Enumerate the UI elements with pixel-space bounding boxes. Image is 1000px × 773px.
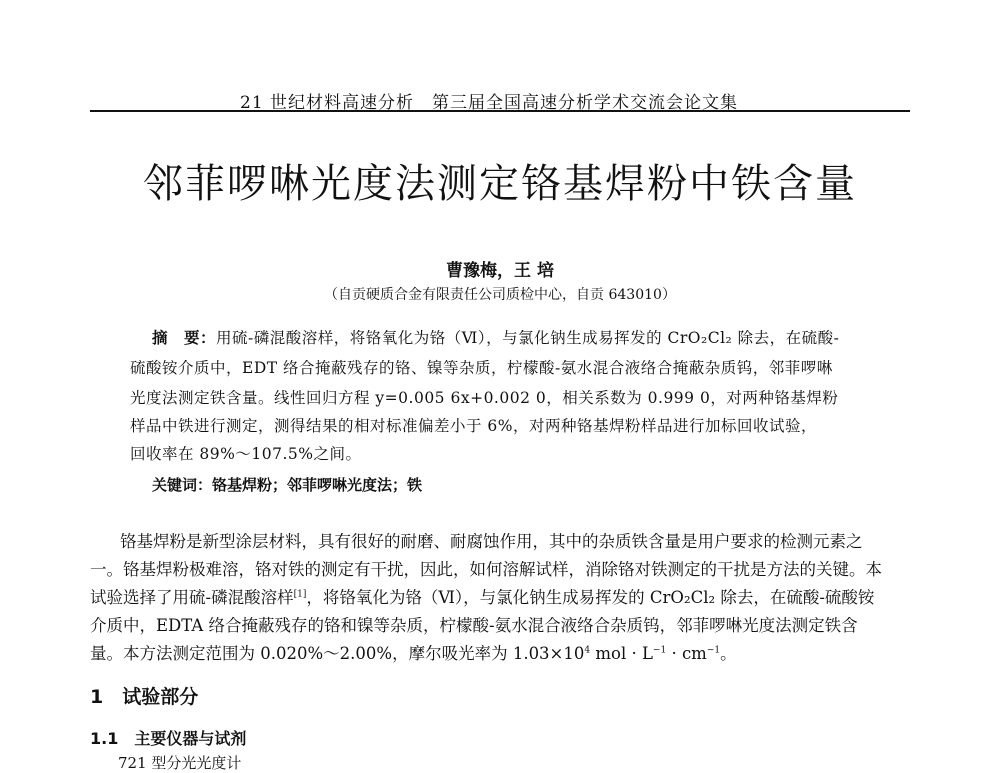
abstract-line: 光度法测定铁含量。线性回归方程 y=0.005 6x+0.002 0，相关系数为 0.999 0，对两种铬基焊粉 xyxy=(130,389,839,407)
body-text: 。 xyxy=(720,644,737,663)
body-text: 量。本方法测定范围为 0.020%～2.00%，摩尔吸光率为 1.03×10 xyxy=(90,644,585,663)
body-text: 试验选择了用硫-磷混酸溶样 xyxy=(90,588,294,607)
abstract-line: 样品中铁进行测定，测得结果的相对标准偏差小于 6%，对两种铬基焊粉样品进行加标回收试验， xyxy=(130,417,818,435)
exponent: −1 xyxy=(706,645,721,656)
paper-authors: 曹豫梅，王 培 xyxy=(446,261,554,281)
abstract-line: 硫酸铵介质中，EDT 络合掩蔽残存的铬、镍等杂质，柠檬酸-氨水混合液络合掩蔽杂质钨，邻菲啰啉 xyxy=(130,359,833,377)
abstract-line xyxy=(152,326,839,348)
abstract-text: 用硫-磷混酸溶样，将铬氧化为铬（Ⅵ），与氯化钠生成易挥发的 CrO₂Cl₂ 除去，在硫酸- xyxy=(216,329,840,347)
body-line: 介质中，EDTA 络合掩蔽残存的铬和镍等杂质，柠檬酸-氨水混合液络合杂质钨，邻菲啰啉光度法测定铁含 xyxy=(90,616,858,635)
exponent: −1 xyxy=(652,645,667,656)
body-text: · cm xyxy=(666,644,707,663)
running-head: 21 世纪材料高速分析 第三届全国高速分析学术交流会论文集 xyxy=(240,93,739,113)
paper-affiliation: （自贡硬质合金有限责任公司质检中心，自贡 643010） xyxy=(324,287,676,303)
body-line-cutoff: 721 型分光光度计 xyxy=(118,754,242,772)
body-line: 铬基焊粉是新型涂层材料，具有很好的耐磨、耐腐蚀作用，其中的杂质铁含量是用户要求的检测元素之 xyxy=(120,532,863,551)
body-line xyxy=(90,640,737,664)
keywords-text: 铬基焊粉；邻菲啰啉光度法；铁 xyxy=(212,476,423,494)
header-rule xyxy=(90,110,910,112)
paper-title: 邻菲啰啉光度法测定铬基焊粉中铁含量 xyxy=(143,161,857,207)
abstract-label: 摘 要： xyxy=(152,328,217,347)
keywords xyxy=(152,474,422,495)
body-line xyxy=(90,584,874,608)
abstract-line: 回收率在 89%～107.5%之间。 xyxy=(130,445,362,463)
body-line: 一。铬基焊粉极难溶，铬对铁的测定有干扰，因此，如何溶解试样，消除铬对铁测定的干扰是方法的关键。本 xyxy=(90,560,882,579)
subsection-heading: 1.1 主要仪器与试剂 xyxy=(90,729,247,748)
exponent: 4 xyxy=(584,645,591,656)
section-heading: 1 试验部分 xyxy=(90,686,199,708)
body-text: mol · L xyxy=(590,644,653,663)
body-text: ，将铬氧化为铬（Ⅵ），与氯化钠生成易挥发的 CrO₂Cl₂ 除去，在硫酸-硫酸铵 xyxy=(306,588,875,607)
citation-ref[interactable]: [1] xyxy=(293,589,307,600)
keywords-label: 关键词： xyxy=(152,476,213,494)
